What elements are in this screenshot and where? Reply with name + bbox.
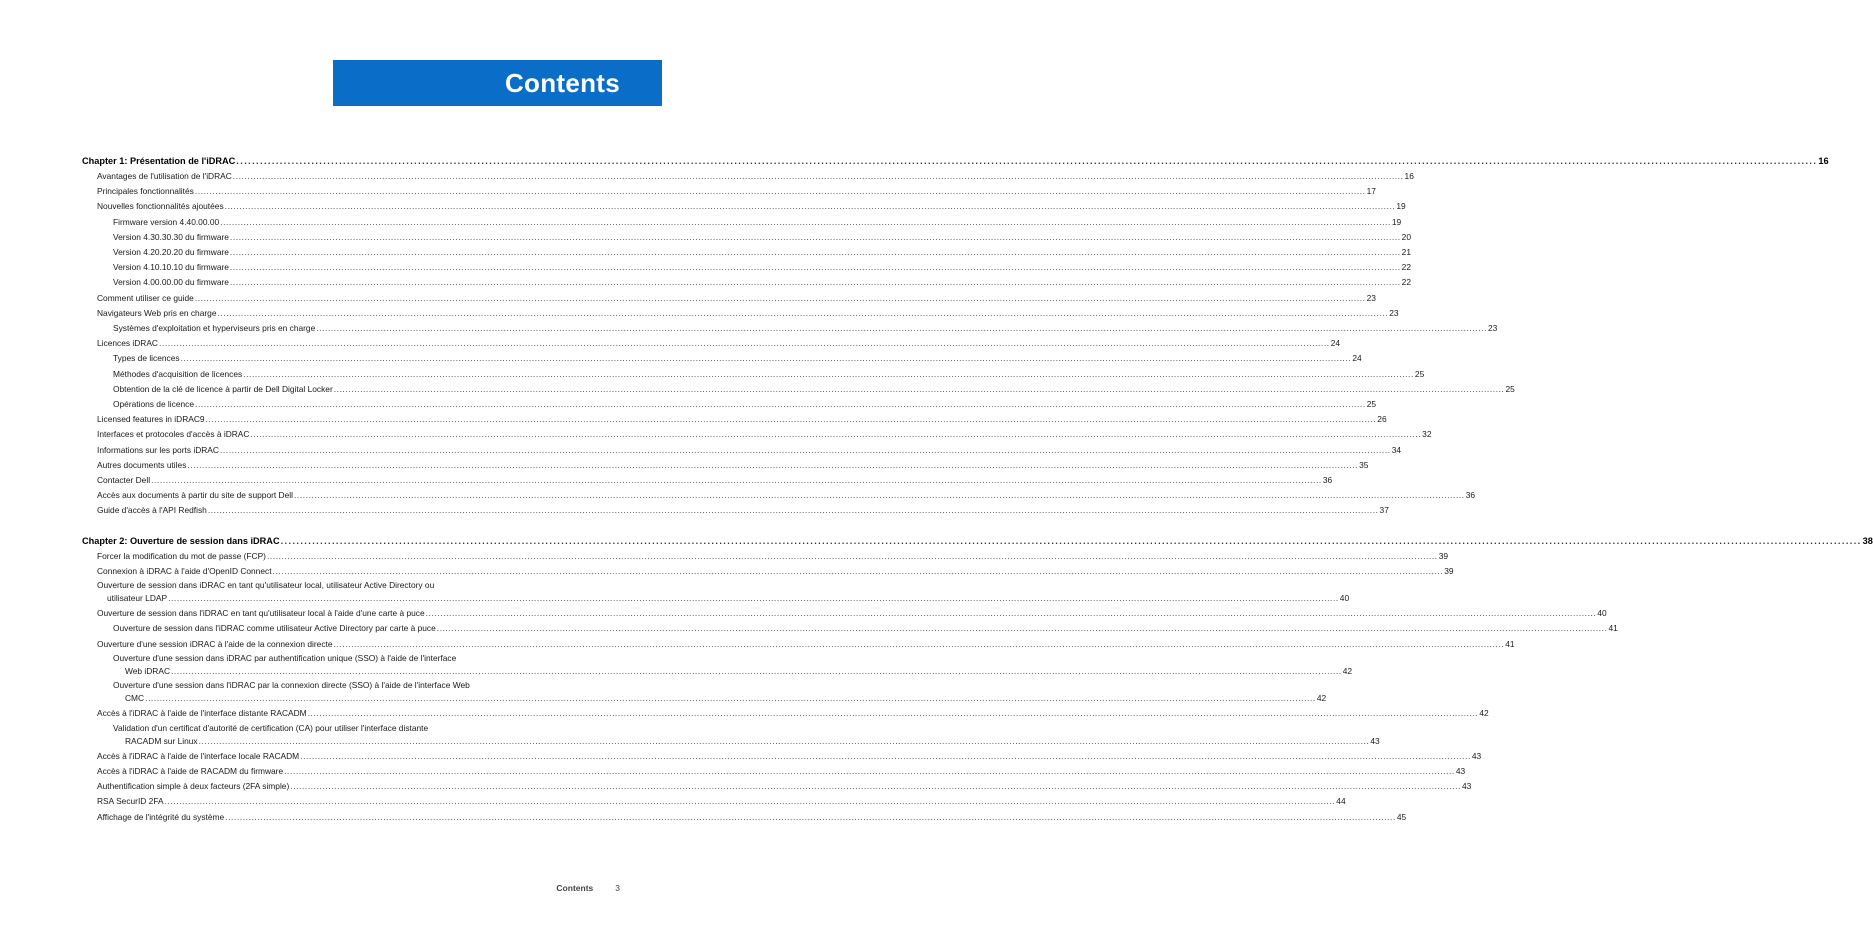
toc-page-number: 23: [1389, 307, 1399, 318]
toc-entry-title: Version 4.30.30.30 du firmware: [113, 231, 229, 242]
toc-entry-title: Forcer la modification du mot de passe (FCP): [97, 550, 266, 561]
toc-page-number: 20: [1401, 231, 1411, 242]
toc-entry-title: Méthodes d'acquisition de licences: [113, 368, 243, 379]
toc-page-number: 44: [1336, 796, 1346, 807]
toc-entry[interactable]: [82, 215, 1402, 230]
toc-entry[interactable]: [82, 321, 1498, 336]
toc-entry[interactable]: [82, 412, 1387, 427]
toc-page-number: 40: [1339, 593, 1350, 604]
toc-page-number: 19: [1391, 216, 1402, 227]
toc-entry-title-line[interactable]: Validation d'un certificat d'autorité de certification (CA) pour utiliser l'interface distante: [113, 722, 429, 733]
dot-leader: ................................................................................................................................................................................................................................................................................................................................................................................................................: [195, 399, 1366, 410]
toc-entry-title: Types de licences: [113, 353, 180, 364]
toc-entry-title: Comment utiliser ce guide: [97, 292, 194, 303]
toc-entry-title: Version 4.10.10.10 du firmware: [113, 262, 229, 273]
dot-leader: ................................................................................................................................................................................................................................................................................................................................................................................................................: [168, 593, 1339, 604]
toc-entry-continuation: CMC: [125, 693, 145, 704]
toc-page-number: 40: [1597, 608, 1607, 619]
toc-page-number: 41: [1608, 623, 1618, 634]
chapter-heading[interactable]: [82, 533, 1873, 549]
toc-page-number: 43: [1370, 735, 1380, 746]
toc-entry-title: Connexion à iDRAC à l'aide d'OpenID Connect: [97, 565, 272, 576]
dot-leader: ................................................................................................................................................................................................................................................................................................................................................................................................................: [300, 750, 1471, 761]
toc-entry[interactable]: [82, 306, 1399, 321]
toc-page-number: 24: [1330, 338, 1341, 349]
dot-leader: ................................................................................................................................................................................................................................................................................................................................................................................................................: [316, 323, 1487, 334]
toc-page-number: 25: [1505, 383, 1515, 394]
toc-entry-title: Nouvelles fonctionnalités ajoutées: [97, 201, 224, 212]
contents-banner: [333, 60, 662, 106]
toc-entry-continuation: RACADM sur Linux: [125, 735, 198, 746]
dot-leader: ................................................................................................................................................................................................................................................................................................................................................................................................................: [243, 368, 1414, 379]
toc-chapter: [82, 153, 1829, 519]
dot-leader: ................................................................................................................................................................................................................................................................................................................................................................................................................: [205, 414, 1377, 425]
toc-entry-title: Informations sur les ports iDRAC: [97, 444, 219, 455]
toc-page-number: 25: [1366, 399, 1377, 410]
toc-entry-title: Licences iDRAC: [97, 338, 158, 349]
toc-entry-title: Affichage de l'intégrité du système: [97, 811, 225, 822]
toc-entry-title: Accès à l'iDRAC à l'aide de l'interface locale RACADM: [97, 750, 300, 761]
toc-entry-title: Ouverture de session dans l'iDRAC comme utilisateur Active Directory par carte à puce: [113, 623, 436, 634]
dot-leader: ................................................................................................................................................................................................................................................................................................................................................................................................................: [171, 665, 1342, 676]
toc-entry-title: Licensed features in iDRAC9: [97, 414, 205, 425]
dot-leader: ................................................................................................................................................................................................................................................................................................................................................................................................................: [425, 608, 1597, 619]
toc-entry[interactable]: [82, 260, 1411, 275]
toc-entry-title: Opérations de licence: [113, 399, 195, 410]
toc-entry[interactable]: [82, 621, 1618, 636]
dot-leader: ................................................................................................................................................................................................................................................................................................................................................................................................................: [225, 811, 1396, 822]
toc-entry[interactable]: [82, 367, 1425, 382]
dot-leader: ................................................................................................................................................................................................................................................................................................................................................................................................................: [158, 338, 1330, 349]
dot-leader: ................................................................................................................................................................................................................................................................................................................................................................................................................: [284, 765, 1455, 776]
toc-entry-title: Accès aux documents à partir du site de support Dell: [97, 490, 293, 501]
toc-entry[interactable]: [82, 503, 1389, 518]
toc-page-number: 16: [1818, 156, 1829, 166]
toc-entry-title: Ouverture de session dans l'iDRAC en tant qu'utilisateur local à l'aide d'une carte à puce: [97, 608, 425, 619]
toc-entry-title: Navigateurs Web pris en charge: [97, 307, 217, 318]
contents-title: Contents: [504, 68, 620, 98]
toc-page-number: 23: [1366, 292, 1376, 303]
page-footer: [556, 883, 620, 893]
toc-entry-title: Chapter 1: Présentation de l'iDRAC: [82, 156, 236, 166]
toc-page-number: 22: [1401, 262, 1411, 273]
dot-leader: ................................................................................................................................................................................................................................................................................................................................................................................................................: [207, 505, 1379, 516]
toc-entry[interactable]: [82, 230, 1411, 245]
toc-entry-title: Principales fonctionnalités: [97, 186, 194, 197]
dot-leader: ................................................................................................................................................................................................................................................................................................................................................................................................................: [229, 247, 1401, 258]
toc-entry-continuation: Web iDRAC: [125, 665, 170, 676]
toc-entry-title: Avantages de l'utilisation de l'iDRAC: [97, 171, 232, 181]
toc-entry[interactable]: [82, 810, 1407, 825]
dot-leader: ................................................................................................................................................................................................................................................................................................................................................................................................................: [180, 353, 1352, 364]
toc-entry[interactable]: [82, 637, 1515, 652]
dot-leader: ................................................................................................................................................................................................................................................................................................................................................................................................................: [229, 262, 1401, 273]
toc-entry[interactable]: [82, 564, 1454, 579]
toc-entry[interactable]: [82, 734, 1380, 749]
toc-page-number: 43: [1455, 765, 1466, 776]
toc-entry-title-line[interactable]: Ouverture de session dans iDRAC en tant qu'utilisateur local, utilisateur Active Directory ou: [97, 580, 435, 591]
toc-entry[interactable]: [82, 443, 1402, 458]
toc-entry-title: Obtention de la clé de licence à partir de Dell Digital Locker: [113, 383, 333, 394]
toc-entry-title: Accès à l'iDRAC à l'aide de RACADM du firmware: [97, 765, 284, 776]
toc-page-number: 16: [1404, 171, 1414, 181]
dot-leader: ................................................................................................................................................................................................................................................................................................................................................................................................................: [217, 307, 1389, 318]
toc-entry[interactable]: [82, 749, 1482, 764]
toc-entry-title: Ouverture d'une session iDRAC à l'aide de la connexion directe: [97, 638, 333, 649]
toc-entry[interactable]: [82, 397, 1377, 412]
toc-entry-title: Contacter Dell: [97, 475, 151, 486]
dot-leader: ................................................................................................................................................................................................................................................................................................................................................................................................................: [250, 429, 1422, 440]
toc-entry[interactable]: [82, 275, 1411, 290]
toc-entry[interactable]: [82, 382, 1515, 397]
toc-entry[interactable]: [82, 664, 1353, 679]
dot-leader: ................................................................................................................................................................................................................................................................................................................................................................................................................: [266, 550, 1438, 561]
toc-page-number: 43: [1471, 750, 1482, 761]
toc-page-number: 26: [1377, 414, 1387, 425]
toc-page-number: 41: [1505, 638, 1515, 649]
dot-leader: ................................................................................................................................................................................................................................................................................................................................................................................................................: [290, 781, 1461, 792]
toc-entry[interactable]: [82, 427, 1432, 442]
toc-page-number: 39: [1444, 565, 1454, 576]
toc-page-number: 42: [1316, 693, 1327, 704]
toc-page-number: 42: [1479, 708, 1489, 719]
dot-leader: ................................................................................................................................................................................................................................................................................................................................................................................................................: [436, 623, 1608, 634]
toc-page-number: 39: [1438, 550, 1449, 561]
dot-leader: ................................................................................................................................................................................................................................................................................................................................................................................................................: [307, 708, 1479, 719]
dot-leader: ................................................................................................................................................................................................................................................................................................................................................................................................................: [220, 216, 1391, 227]
dot-leader: ................................................................................................................................................................................................................................................................................................................................................................................................................: [272, 565, 1444, 576]
dot-leader: ................................................................................................................................................................................................................................................................................................................................................................................................................: [151, 475, 1322, 486]
dot-leader: ................................................................................................................................................................................................................................................................................................................................................................................................................: [194, 292, 1366, 303]
toc-page-number: 35: [1359, 459, 1369, 470]
toc-entry[interactable]: [82, 169, 1414, 184]
toc-entry[interactable]: [82, 706, 1489, 721]
toc-page-number: 24: [1352, 353, 1362, 364]
toc-page-number: 25: [1414, 368, 1425, 379]
dot-leader: ................................................................................................................................................................................................................................................................................................................................................................................................................: [219, 444, 1391, 455]
toc-page-number: 45: [1396, 811, 1407, 822]
dot-leader: ................................................................................................................................................................................................................................................................................................................................................................................................................: [194, 186, 1366, 197]
toc-entry-title: Interfaces et protocoles d'accès à iDRAC: [97, 429, 250, 440]
toc-page-number: 42: [1342, 665, 1353, 676]
toc-entry-title: Authentification simple à deux facteurs (2FA simple): [97, 781, 290, 792]
toc-page-number: 23: [1487, 323, 1498, 334]
toc-entry[interactable]: [82, 606, 1607, 621]
dot-leader: ................................................................................................................................................................................................................................................................................................................................................................................................................: [229, 277, 1401, 288]
footer-page-number: 3: [615, 883, 620, 893]
toc-page-number: 17: [1366, 186, 1376, 197]
dot-leader: ................................................................................................................................................................................................................................................................................................................................................................................................................: [333, 383, 1505, 394]
toc-entry[interactable]: [82, 488, 1476, 503]
toc-entry-title-line[interactable]: Ouverture d'une session dans iDRAC par authentification unique (SSO) à l'aide de l'interface: [113, 652, 457, 663]
toc-page-number: 37: [1379, 505, 1389, 516]
toc-entry-title: Systèmes d'exploitation et hyperviseurs pris en charge: [113, 323, 316, 334]
toc-entry-title: Guide d'accès à l'API Redfish: [97, 505, 207, 516]
toc-page-number: 43: [1462, 781, 1472, 792]
chapter-heading[interactable]: [82, 153, 1829, 169]
dot-leader: ................................................................................................................................................................................................................................................................................................................................................................................................................: [293, 490, 1465, 501]
dot-leader: ................................................................................................................................................................................................................................................................................................................................................................................................................: [145, 693, 1316, 704]
toc-entry[interactable]: [82, 336, 1341, 351]
toc-entry[interactable]: [82, 794, 1346, 809]
toc-entry-title: RSA SecurID 2FA: [97, 796, 164, 807]
toc-entry-title: Chapter 2: Ouverture de session dans iDRAC: [82, 535, 280, 546]
toc-page-number: 19: [1396, 201, 1406, 212]
toc-entry[interactable]: [82, 549, 1449, 564]
toc-entry[interactable]: [82, 184, 1376, 199]
toc-entry-title: Autres documents utiles: [97, 459, 187, 470]
footer-label: Contents: [556, 883, 594, 893]
toc-entry-title: Version 4.00.00.00 du firmware: [113, 277, 229, 288]
toc-entry[interactable]: [82, 591, 1350, 606]
toc-entry[interactable]: [82, 458, 1369, 473]
toc-chapter: [82, 533, 1873, 825]
toc-entry-title-line[interactable]: Ouverture d'une session dans l'iDRAC par la connexion directe (SSO) à l'aide de l'interface Web: [113, 680, 470, 691]
toc-entry-title: Version 4.20.20.20 du firmware: [113, 247, 229, 258]
toc-entry[interactable]: [82, 199, 1406, 214]
dot-leader: ................................................................................................................................................................................................................................................................................................................................................................................................................: [236, 156, 1818, 166]
toc-page-number: 21: [1401, 247, 1411, 258]
dot-leader: ................................................................................................................................................................................................................................................................................................................................................................................................................: [224, 201, 1396, 212]
dot-leader: ................................................................................................................................................................................................................................................................................................................................................................................................................: [198, 735, 1370, 746]
toc-entry-continuation: utilisateur LDAP: [107, 593, 168, 604]
toc-page-number: 38: [1862, 535, 1873, 546]
toc-entry-title: Firmware version 4.40.00.00: [113, 216, 220, 227]
dot-leader: ................................................................................................................................................................................................................................................................................................................................................................................................................: [232, 171, 1404, 181]
toc-entry-title: Accès à l'iDRAC à l'aide de l'interface distante RACADM: [97, 708, 307, 719]
toc-page-number: 34: [1391, 444, 1402, 455]
toc-page-number: 36: [1322, 475, 1333, 486]
dot-leader: ................................................................................................................................................................................................................................................................................................................................................................................................................: [229, 231, 1401, 242]
toc-entry[interactable]: [82, 779, 1472, 794]
dot-leader: ................................................................................................................................................................................................................................................................................................................................................................................................................: [187, 459, 1359, 470]
dot-leader: ................................................................................................................................................................................................................................................................................................................................................................................................................: [280, 535, 1862, 546]
toc-entry[interactable]: [82, 291, 1376, 306]
table-of-contents: [82, 153, 1873, 839]
dot-leader: ................................................................................................................................................................................................................................................................................................................................................................................................................: [164, 796, 1336, 807]
dot-leader: ................................................................................................................................................................................................................................................................................................................................................................................................................: [333, 638, 1505, 649]
toc-entry[interactable]: [82, 351, 1362, 366]
toc-page-number: 22: [1401, 277, 1411, 288]
toc-entry[interactable]: [82, 764, 1466, 779]
toc-page-number: 32: [1422, 429, 1432, 440]
toc-entry[interactable]: [82, 473, 1333, 488]
toc-entry[interactable]: [82, 245, 1411, 260]
toc-entry[interactable]: [82, 691, 1327, 706]
toc-page-number: 36: [1465, 490, 1476, 501]
